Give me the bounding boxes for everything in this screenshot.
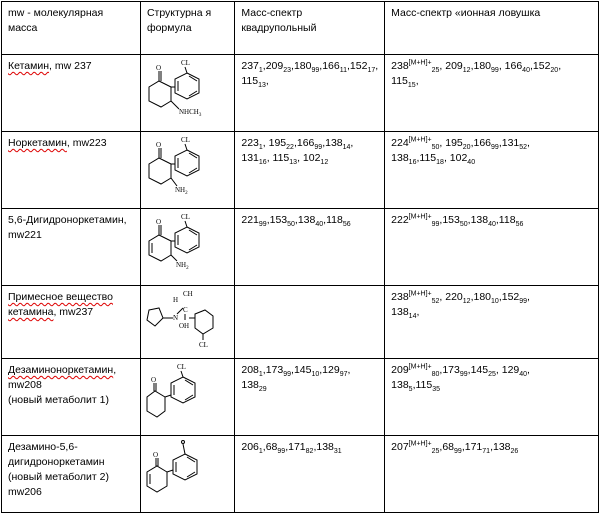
quad-spectrum: $237_1,209_{23},180_{99},166_{11},152_{17}$, $115_{13}$, (235, 55, 385, 132)
header-mw: mw - молекулярная масса (2, 2, 141, 55)
header-quad: Масс-спектр квадрупольный (235, 2, 385, 55)
norketamine-structure-icon (143, 134, 223, 200)
ketamine-structure-icon (143, 57, 223, 123)
svg-text:CL: CL (180, 213, 190, 221)
trap-spectrum: $238^{[M+H]+}_{52}$, $220_{12},180_{10},152_{99}$, $138_{14}$, (385, 286, 599, 359)
impurity-structure-icon (143, 288, 223, 348)
svg-text:NHCH3: $NHCH_3$ (178, 108, 202, 118)
svg-text:O: O (155, 218, 161, 226)
svg-text:O: O (155, 64, 161, 72)
structure-desamino-dihydronorketamine (140, 436, 234, 513)
svg-text:O: O (155, 141, 161, 149)
svg-text:O: O (152, 451, 158, 459)
table-row (2, 359, 599, 436)
compound-name: Дезамино-5,6-дигидроноркетамин (новый метаболит 2) mw206 (2, 436, 141, 513)
compound-name: Норкетамин, mw223 (2, 132, 141, 209)
structure-desaminonorketamine (140, 359, 234, 436)
quad-spectrum: $221_{99},153_{50},138_{40},118_{56}$ (235, 209, 385, 286)
quad-spectrum: $223_1$, $195_{22},166_{99},138_{14}$, $131_{16}$, $115_{13}$, $102_{12}$ (235, 132, 385, 209)
quad-spectrum: $208_1,173_{99},145_{10},129_{97}$, $138_{29}$ (235, 359, 385, 436)
trap-spectrum: $222^{[M+H]+}_{99},153_{50},138_{40},118_{56}$ (385, 209, 599, 286)
header-row (2, 2, 599, 55)
compound-name: Кетамин, mw 237 (2, 55, 141, 132)
desamino-dihydronorketamine-structure-icon (143, 438, 223, 504)
table-row (2, 436, 599, 513)
svg-text:NH2: $NH_2$ (175, 261, 189, 271)
svg-text:CL: CL (198, 341, 208, 348)
trap-spectrum: $209^{[M+H]+}_{80},173_{99},145_{25}$, $129_{40}$, $138_5,115_{35}$ (385, 359, 599, 436)
svg-text:NH2: $NH_2$ (174, 186, 188, 196)
trap-spectrum: $207^{[M+H]+}_{25},68_{99},171_{71},138_{26}$ (385, 436, 599, 513)
svg-text:OH: OH (178, 322, 190, 330)
svg-text:N: N (172, 314, 178, 322)
dihydronorketamine-structure-icon (143, 211, 223, 277)
quad-spectrum: $206_1,68_{99},171_{82},138_{31}$ (235, 436, 385, 513)
structure-impurity (140, 286, 234, 359)
desaminonorketamine-structure-icon (143, 361, 223, 427)
svg-text:O: O (150, 376, 156, 384)
trap-spectrum: $224^{[M+H]+}_{50}$, $195_{20},166_{99},131_{52}$, $138_{16},115_{18}$, $102_{40}$ (385, 132, 599, 209)
svg-text:C: C (182, 306, 188, 314)
svg-text:CL: CL (180, 59, 190, 67)
structure-ketamine (140, 55, 234, 132)
structure-dihydronorketamine (140, 209, 234, 286)
trap-spectrum: $238^{[M+H]+}_{25}$, $209_{12},180_{99}$, $166_{40},152_{20}$, $115_{15}$, (385, 55, 599, 132)
structure-norketamine (140, 132, 234, 209)
table-row (2, 286, 599, 359)
header-formula: Структурна я формула (140, 2, 234, 55)
compound-name: 5,6-Дигидроноркетамин, mw221 (2, 209, 141, 286)
svg-text:CH: CH (182, 290, 193, 298)
header-trap: Масс-спектр «ионная ловушка (385, 2, 599, 55)
compound-name: Дезаминоноркетамин, mw208 (новый метаболит 1) (2, 359, 141, 436)
mass-spectra-table (1, 1, 599, 513)
compound-name: Примесное вещество кетамина, mw237 (2, 286, 141, 359)
table-row (2, 132, 599, 209)
table-row (2, 209, 599, 286)
quad-spectrum (235, 286, 385, 359)
svg-text:CL: CL (176, 363, 186, 371)
svg-text:H: H (172, 296, 178, 304)
svg-text:CL: CL (180, 136, 190, 144)
table-row (2, 55, 599, 132)
